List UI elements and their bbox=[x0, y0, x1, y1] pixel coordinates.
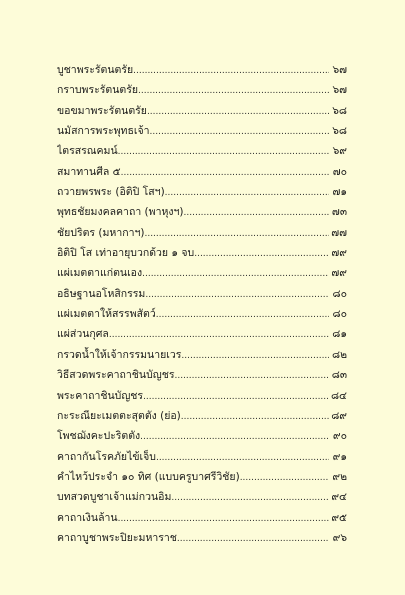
toc-entry bbox=[57, 487, 347, 507]
toc-entry-page: ๗๙ bbox=[331, 247, 347, 260]
toc-entry-title: วิธีสวดพระคาถาชินบัญชร bbox=[57, 369, 175, 382]
dot-leader bbox=[181, 406, 329, 426]
toc-entry-page: ๘๓ bbox=[331, 369, 347, 382]
toc-entry bbox=[57, 386, 347, 406]
toc-entry-title: คำไหว้ประจำ ๑๐ ทิศ (แบบครูบาศรีวิชัย) bbox=[57, 470, 240, 483]
toc-entry-page: ๖๗ bbox=[332, 84, 347, 97]
toc-entry-title: กรวดน้ำให้เจ้ากรรมนายเวร bbox=[57, 348, 182, 361]
toc-entry-page: ๘๑ bbox=[332, 328, 347, 341]
toc-entry-page: ๗๐ bbox=[332, 165, 347, 178]
toc-entry-title: ชัยปริตร (มหากาฯ) bbox=[57, 226, 145, 239]
toc-entry bbox=[57, 121, 347, 141]
toc-entry-page: ๗๓ bbox=[331, 206, 347, 219]
toc-entry bbox=[57, 508, 347, 528]
toc-entry-page: ๘๒ bbox=[331, 348, 347, 361]
toc-entry-title: นมัสการพระพุทธเจ้า bbox=[57, 125, 150, 138]
toc-entry-title: ขอขมาพระรัตนตรัย bbox=[57, 104, 147, 117]
toc-entry-title: คาถาเงินล้าน bbox=[57, 511, 118, 524]
toc-entry bbox=[57, 467, 347, 487]
dot-leader bbox=[133, 60, 329, 80]
dot-leader bbox=[138, 80, 329, 100]
toc-entry-title: บทสวดบูชาเจ้าแม่กวนอิม bbox=[57, 491, 172, 504]
toc-entry bbox=[57, 162, 347, 182]
toc-entry bbox=[57, 406, 347, 426]
dot-leader bbox=[174, 365, 329, 385]
toc-entry-page: ๖๗ bbox=[332, 64, 347, 76]
dot-leader bbox=[144, 223, 329, 243]
toc-entry bbox=[57, 345, 347, 365]
toc-entry-title: แผ่เมตตาแก่ตนเอง bbox=[57, 267, 143, 280]
table-of-contents bbox=[57, 60, 347, 548]
dot-leader bbox=[165, 182, 329, 202]
toc-entry bbox=[57, 528, 347, 548]
toc-entry-title: กะระณียะเมตตะสุตตัง (ย่อ) bbox=[57, 409, 181, 422]
toc-entry bbox=[57, 365, 347, 385]
toc-entry-title: อิติปิ โส เท่าอายุบวกด้วย ๑ จบ bbox=[57, 247, 195, 260]
dot-leader bbox=[181, 345, 329, 365]
dot-leader bbox=[142, 263, 329, 283]
toc-entry bbox=[57, 426, 347, 446]
toc-entry-title: คาถากันโรคภัยไข้เจ็บ bbox=[57, 450, 156, 463]
dot-leader bbox=[177, 528, 329, 548]
dot-leader bbox=[143, 386, 329, 406]
toc-entry-page: ๘๐ bbox=[332, 287, 347, 300]
toc-entry bbox=[57, 324, 347, 344]
toc-entry-page: ๙๒ bbox=[332, 470, 347, 483]
toc-entry-title: แผ่เมตตาให้สรรพสัตว์ bbox=[57, 308, 156, 321]
toc-entry-page: ๗๙ bbox=[331, 267, 347, 280]
dot-leader bbox=[121, 162, 329, 182]
toc-entry-title: กราบพระรัตนตรัย bbox=[57, 84, 139, 97]
dot-leader bbox=[150, 121, 330, 141]
toc-entry-page: ๗๗ bbox=[331, 226, 347, 239]
toc-entry-page: ๙๖ bbox=[332, 531, 347, 544]
toc-entry-title: พุทธชัยมงคลคาถา (พาหุงฯ) bbox=[57, 206, 184, 219]
toc-entry bbox=[57, 202, 347, 222]
toc-entry-page: ๙๑ bbox=[332, 450, 347, 463]
toc-entry bbox=[57, 223, 347, 243]
toc-entry bbox=[57, 60, 347, 80]
dot-leader bbox=[118, 508, 329, 528]
dot-leader bbox=[156, 304, 329, 324]
toc-entry-title: บูชาพระรัตนตรัย bbox=[57, 64, 134, 76]
toc-entry-page: ๙๕ bbox=[331, 511, 347, 524]
toc-entry-page: ๗๑ bbox=[332, 186, 347, 199]
toc-entry-title: โพชฌังคะปะริตตัง bbox=[57, 430, 141, 443]
toc-entry bbox=[57, 101, 347, 121]
toc-entry-title: อธิษฐานอโหสิกรรม bbox=[57, 287, 146, 300]
toc-entry-title: คาถาบูชาพระปิยะมหาราช bbox=[57, 531, 177, 544]
dot-leader bbox=[194, 243, 329, 263]
dot-leader bbox=[156, 447, 329, 467]
toc-entry bbox=[57, 182, 347, 202]
dot-leader bbox=[184, 202, 329, 222]
toc-entry-title: แผ่ส่วนกุศล bbox=[57, 328, 109, 341]
dot-leader bbox=[171, 487, 329, 507]
toc-entry bbox=[57, 304, 347, 324]
toc-entry-title: ไตรสรณคมน์ bbox=[57, 145, 118, 158]
dot-leader bbox=[145, 284, 329, 304]
dot-leader bbox=[118, 141, 329, 161]
toc-entry-page: ๘๙ bbox=[331, 409, 347, 422]
toc-entry-page: ๘๔ bbox=[330, 389, 347, 402]
toc-entry-page: ๘๐ bbox=[332, 308, 347, 321]
toc-entry-title: ถวายพรพระ (อิติปิ โสฯ) bbox=[57, 186, 165, 199]
toc-entry bbox=[57, 80, 347, 100]
toc-entry-page: ๖๘ bbox=[332, 104, 347, 117]
dot-leader bbox=[240, 467, 329, 487]
toc-entry-page: ๖๘ bbox=[332, 125, 347, 138]
toc-entry bbox=[57, 243, 347, 263]
toc-entry bbox=[57, 284, 347, 304]
toc-entry-page: ๙๔ bbox=[331, 491, 347, 504]
toc-entry bbox=[57, 141, 347, 161]
toc-entry-title: พระคาถาชินบัญชร bbox=[57, 389, 144, 402]
toc-entry-page: ๖๙ bbox=[332, 145, 347, 158]
dot-leader bbox=[147, 101, 329, 121]
dot-leader bbox=[140, 426, 329, 446]
toc-entry bbox=[57, 447, 347, 467]
toc-entry bbox=[57, 263, 347, 283]
toc-entry-page: ๙๐ bbox=[332, 430, 347, 443]
toc-entry-title: สมาทานศีล ๕ bbox=[57, 165, 121, 178]
dot-leader bbox=[109, 324, 329, 344]
